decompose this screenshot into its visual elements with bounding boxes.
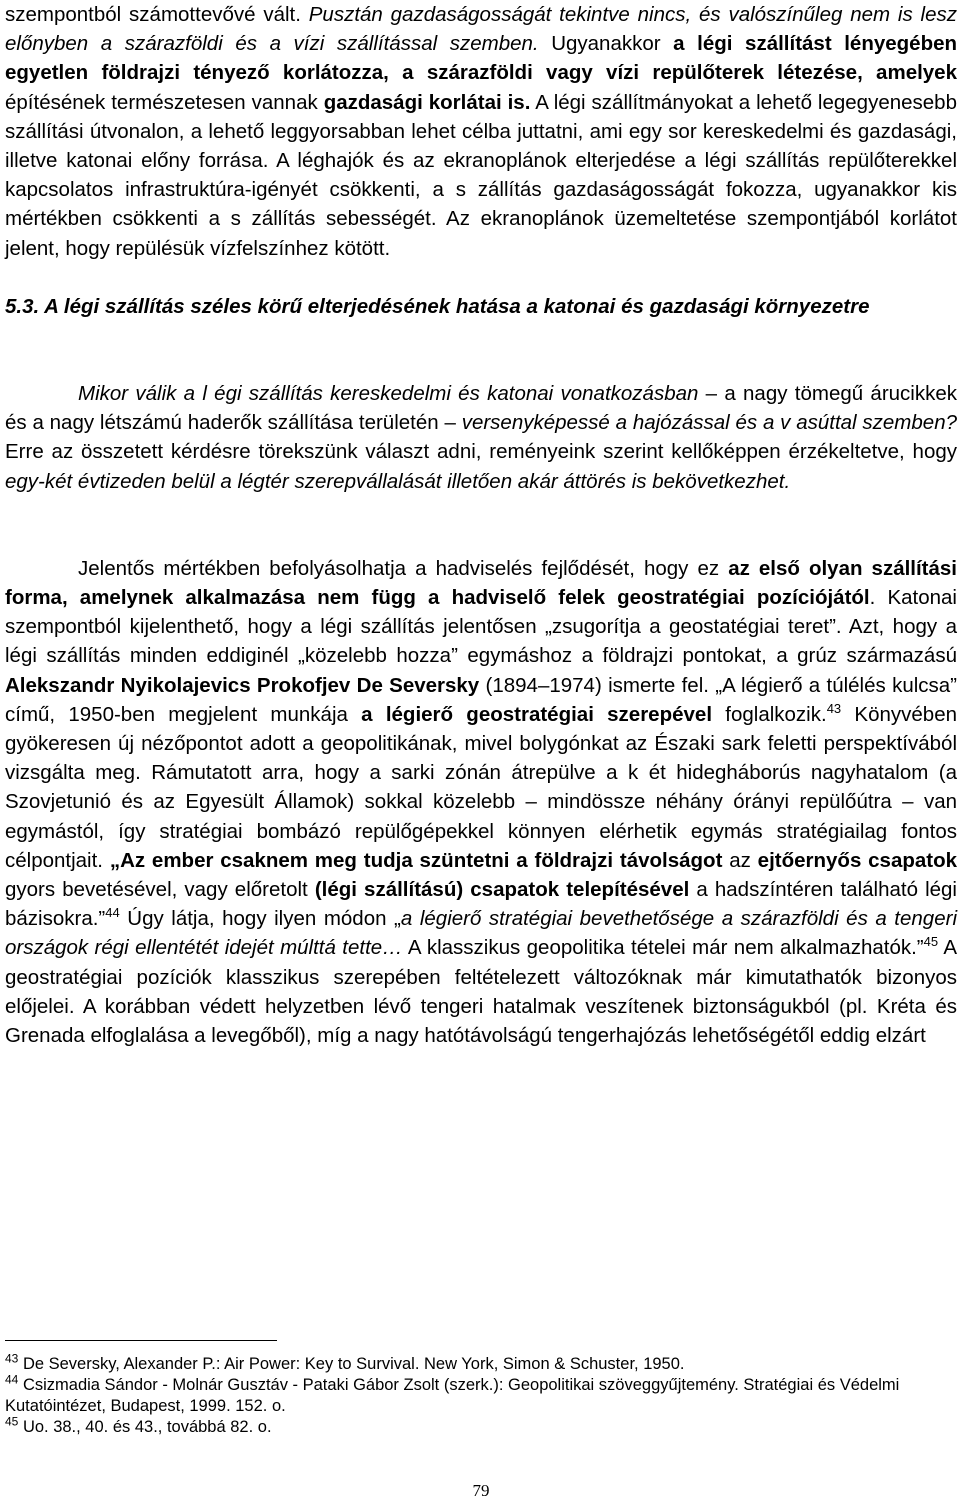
section-title: A légi szállítás széles körű elterjedésének hatása a katonai és gazdasági környezetre: [44, 294, 870, 318]
bold-run: ejtőernyős csapatok: [757, 848, 958, 872]
italic-run: egy-két évtizeden belül a légtér szerepvállalását illetően akár áttörés is bekövetkezhet.: [5, 469, 791, 493]
footnote-ref[interactable]: 45: [923, 934, 939, 950]
bold-run: az első olyan szállítási forma, amelynek alkalmazása nem függ a hadviselő felek geostratégiai pozíciójától: [5, 556, 958, 610]
footnote-ref[interactable]: 44: [105, 905, 120, 921]
intro-paragraph: [5, 0, 957, 263]
text-run: gyors bevetésével, vagy előretolt: [5, 878, 315, 902]
bold-run: a légi szállítást lényegében egyetlen földrajzi tényező korlátozza, a szárazföldi vagy vízi repülőterek létezése, amelyek: [5, 32, 958, 85]
italic-run: a légierő stratégiai bevethetősége a szárazföldi és a tengeri országok régi ellentétét idejét múlttá tette…: [5, 907, 957, 960]
text-run: a hadszíntéren található légi bázisokra.”: [5, 878, 957, 931]
text-run: A geostratégiai pozíciók klasszikus szerepében feltételezett változóknak már kimutathatók bizonyos előjelei. A korábban védett helyzetben lévő tengeri hatalmak veszítenek biztonságukból (pl. Kréta és Grenada elfoglalása a levegőből), míg a nagy hatótávolságú tengerhajózás lehetőségétől eddig elzárt: [5, 936, 958, 1048]
text-run: foglalkozik.: [712, 702, 827, 726]
footnote-44: [5, 1372, 950, 1417]
italic-run: versenyképessé a hajózással és a v asúttal szemben?: [461, 411, 957, 435]
section-number: 5.3.: [5, 294, 40, 318]
text-run: Könyvében gyökeresen új nézőpontot adott a geopolitikának, mivel bolygónkat az Északi sark feletti perspektívából vizsgálta meg. Rámutatott arra, hogy a sarki zónán átrepülve a k ét hidegháborús nagyhatalom (a Szovjetunió és az Egyesült Államok) sokkal közelebb – mindössze néhány órányi repülőútra – van egymástól, így stratégiai bombázó repülőgépekkel könnyen elérhetik egymás stratégiailag fontos célpontjait.: [5, 702, 957, 872]
text-run: Erre az összetett kérdésre törekszünk választ adni, reményeink szerint kellőképpen érzékeltetve, hogy: [5, 440, 957, 464]
text-run: Jelentős mértékben befolyásolhatja a hadviselés fejlődését, hogy ez: [78, 556, 729, 580]
section-heading: [5, 292, 957, 321]
footnotes: [5, 1351, 950, 1438]
text-run: . Katonai szempontból kijelenthető, hogy a légi szállítás jelentősen „zsugorítja a geostatégiai teret”. Azt, hogy a légi szállítás minden eddiginél „közelebb hozza” egymáshoz a földrajzi pontokat, a grúz származású: [5, 586, 957, 668]
text-run: Úgy látja, hogy ilyen módon „: [119, 907, 401, 931]
footnote-43: [5, 1351, 950, 1375]
bold-run: Alekszandr Nyikolajevics Prokofjev De Seversky: [5, 673, 480, 697]
text-run: szempontból számottevővé vált.: [5, 3, 309, 26]
document-page: [5, 0, 957, 1504]
footnote-text: De Seversky, Alexander P.: Air Power: Key to Survival. New York, Simon & Schuster, 1950.: [18, 1355, 685, 1373]
text-run: Ugyanakkor: [538, 32, 674, 56]
bold-run: a légierő geostratégiai szerepével: [361, 702, 713, 726]
page-number: 79: [472, 1481, 490, 1500]
bold-run: „Az ember csaknem meg tudja szüntetni a földrajzi távolságot: [109, 848, 723, 872]
footnote-number: 44: [5, 1372, 19, 1387]
footnote-text: Uo. 38., 40. és 43., továbbá 82. o.: [18, 1418, 272, 1436]
italic-run: Mikor válik a l égi szállítás kereskedelmi és katonai vonatkozásban: [78, 382, 699, 406]
footnote-number: 45: [5, 1414, 19, 1429]
footnote-separator: [5, 1340, 277, 1341]
body-paragraph-2: [5, 554, 957, 1050]
footnote-number: 43: [5, 1351, 19, 1366]
text-run: (1894–1974) ismerte fel. „A légierő a túlélés kulcsa” című, 1950-ben megjelent munkája: [5, 673, 957, 726]
bold-run: (légi szállítású) csapatok telepítésével: [314, 878, 690, 902]
footnote-45: [5, 1414, 950, 1438]
text-run: A légi szállítmányokat a lehető legegyenesebb szállítási útvonalon, a lehető leggyorsabban lehet célba juttatni, ami egy sor kereskedelmi és gazdasági, illetve katonai előny forrása. A léghajók és az ekranoplánok elterjedése a légi szállítás repülőterekkel kapcsolatos infrastruktúra-igényét csökkenti, a s zállítás gazdaságosságát fokozza, ugyanakkor kis mértékben csökkenti a s zállítás sebességét. Az ekranoplánok üzemeltetése szempontjából korlátot jelent, hogy repülésük vízfelszínhez kötött.: [5, 90, 957, 260]
footnote-text: Csizmadia Sándor - Molnár Gusztáv - Pataki Gábor Zsolt (szerk.): Geopolitikai szöveggyűjtemény. Stratégiai és Védelmi Kutatóintézet, Budapest, 1999. 152. o.: [5, 1376, 900, 1415]
text-run: az: [722, 848, 758, 872]
text-run: A klasszikus geopolitika tételei már nem alkalmazhatók.”: [402, 936, 924, 960]
footnote-ref[interactable]: 43: [826, 701, 842, 717]
bold-run: gazdasági korlátai is.: [323, 90, 531, 114]
text-run: építésének természetesen vannak: [5, 90, 324, 114]
italic-run: Pusztán gazdaságosságát tekintve nincs, és valószínűleg nem is lesz előnyben a szárazföldi és a vízi szállítással szemben.: [5, 3, 958, 56]
text-run: – a nagy tömegű árucikkek és a nagy létszámú haderők szállítása területén –: [5, 382, 958, 435]
body-paragraph-1: [5, 379, 957, 496]
